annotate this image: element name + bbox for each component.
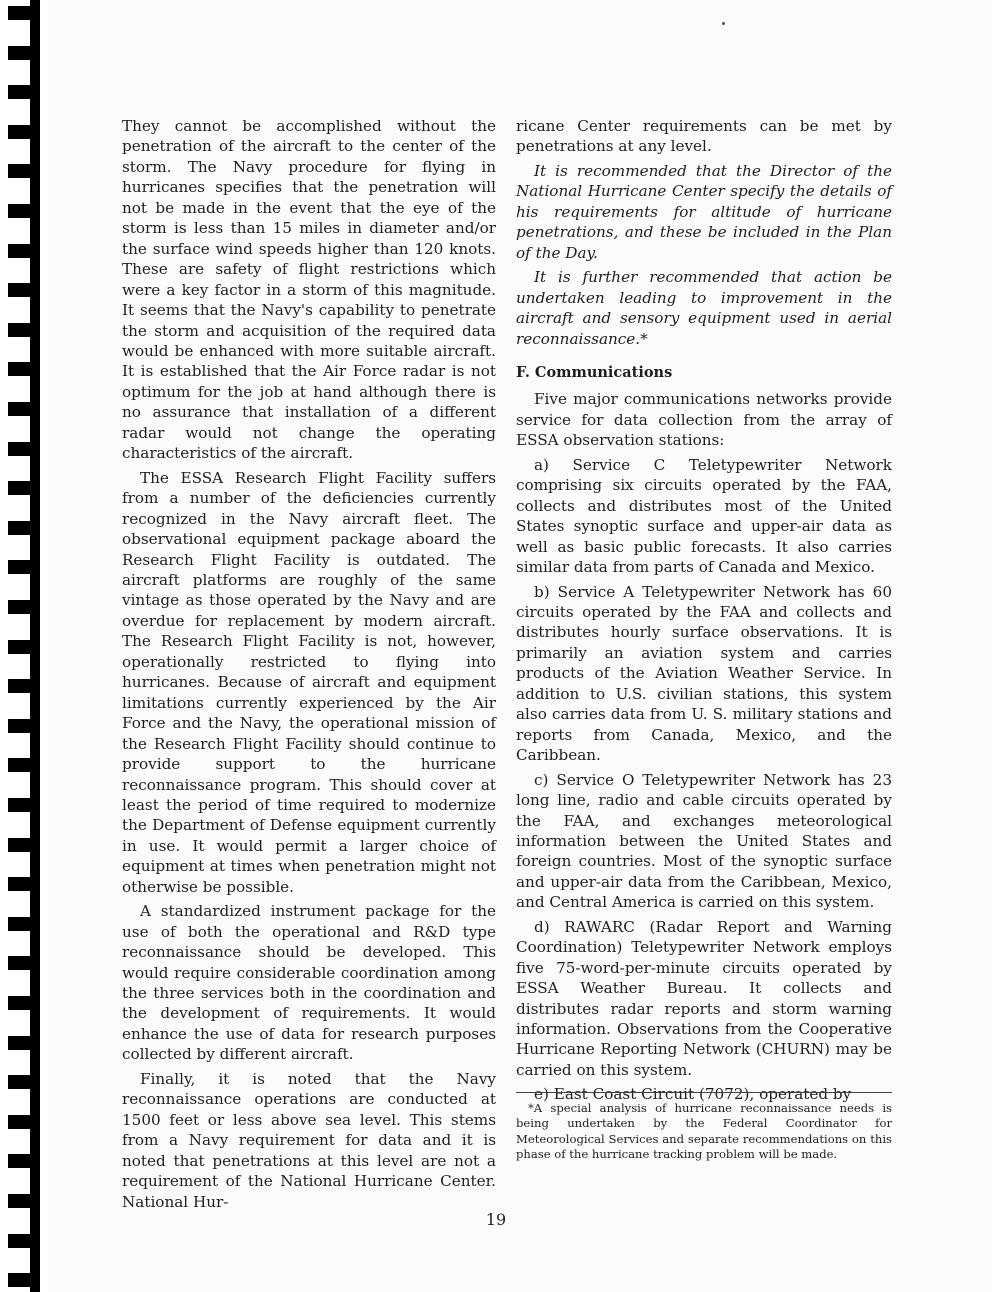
footnote-text: *A special analysis of hurricane reconnaissance needs is being undertaken by the Federal Coordinator for Meteorological Services and separate recommendations on this phase of the hurricane tracking problem will be made.	[516, 1101, 892, 1162]
item-a: a) Service C Teletypewriter Network comprising six circuits operated by the FAA, collects and distributes most of the United States synoptic surface and upper-air data as well as basic public forecasts. It also carries similar data from parts of Canada and Mexico.	[516, 455, 892, 577]
binding-hole	[8, 758, 40, 772]
binding-hole	[8, 481, 40, 495]
binding-hole	[8, 719, 40, 733]
communications-intro: Five major communications networks provide service for data collection from the array of ESSA observation stations:	[516, 390, 892, 450]
left-paragraph-4: Finally, it is noted that the Navy reconnaissance operations are conducted at 1500 feet or less above sea level. This stems from a Navy requirement for data and it is noted that penetrations at this level are not a requirement of the National Hurricane Center. National Hur-	[122, 1069, 496, 1211]
binding-hole	[8, 1194, 40, 1208]
binding-hole	[8, 1154, 40, 1168]
left-paragraph-1: They cannot be accomplished without the penetration of the aircraft to the center of the storm. The Navy procedure for flying in hurricanes specifies that the penetration will not be made in the event that the eye of the storm is less than 15 miles in diameter and/or the surface wind speeds higher than 120 knots. These are safety of flight restrictions which were a key factor in a storm of this magnitude. It seems that the Navy's capability to penetrate the storm and acquisition of the required data would be enhanced with more suitable aircraft. It is established that the Air Force radar is not optimum for the job at hand although there is no assurance that installation of a different radar would not change the operating characteristics of the aircraft.	[122, 117, 496, 463]
binding-hole	[8, 402, 40, 416]
item-b: b) Service A Teletypewriter Network has 60 circuits operated by the FAA and collects and distributes hourly surface observations. It is primarily an aviation system and carries products of the Aviation Weather Service. In addition to U.S. civilian stations, this system also carries data from U. S. military stations and reports from Canada, Mexico, and the Caribbean.	[516, 582, 892, 765]
binding-hole	[8, 1273, 40, 1287]
binding-hole	[8, 877, 40, 891]
left-paragraph-3: A standardized instrument package for the use of both the operational and R&D type reconnaissance should be developed. This would require considerable coordination among the three services both in the coordination and the development of requirements. It would enhance the use of data for research purposes collected by different aircraft.	[122, 902, 496, 1064]
item-c: c) Service O Teletypewriter Network has 23 long line, radio and cable circuits operated by the FAA, and exchanges meteorological information between the United States and foreign countries. Most of the synoptic surface and upper-air data from the Caribbean, Mexico, and Central America is carried on this system.	[516, 770, 892, 912]
binding-hole	[8, 362, 40, 376]
binding-hole	[8, 164, 40, 178]
section-heading: F. Communications	[516, 363, 673, 381]
binding-hole	[8, 85, 40, 99]
page-number: 19	[485, 1210, 507, 1229]
right-paragraph-1: ricane Center requirements can be met by penetrations at any level.	[516, 117, 892, 156]
binding-hole	[8, 1115, 40, 1129]
item-e: e) East Coast Circuit (7072), operated by	[534, 1085, 852, 1104]
binding-hole	[8, 996, 40, 1010]
footnote	[516, 1092, 892, 1163]
recommendation-1: It is recommended that the Director of the National Hurricane Center specify the details of his requirements for altitude of hurricane penetrations, and these be included in the Plan of the Day.	[516, 161, 892, 262]
binding-hole	[8, 204, 40, 218]
binding-hole	[8, 442, 40, 456]
item-d: d) RAWARC (Radar Report and Warning Coordination) Teletypewriter Network employs five 75-word-per-minute circuits operated by ESSA Weather Bureau. It collects and distributes radar reports and storm warning information. Observations from the Cooperative Hurricane Reporting Network (CHURN) may be carried on this system.	[516, 917, 892, 1079]
binding-hole	[8, 1234, 40, 1248]
binding-hole	[8, 838, 40, 852]
speck	[722, 22, 725, 25]
binding-hole	[8, 283, 40, 297]
binding-hole	[8, 956, 40, 970]
binding-hole	[8, 917, 40, 931]
binding-hole	[8, 560, 40, 574]
binding-hole	[8, 600, 40, 614]
binding-hole	[8, 679, 40, 693]
binding-hole	[8, 46, 40, 60]
binding-hole	[8, 640, 40, 654]
binding-hole	[8, 521, 40, 535]
binding-hole	[8, 244, 40, 258]
binding-hole	[8, 798, 40, 812]
left-column	[122, 116, 496, 1212]
spiral-binding	[0, 0, 48, 1292]
binding-hole	[8, 1036, 40, 1050]
binding-hole	[8, 323, 40, 337]
right-column	[516, 116, 892, 1105]
recommendation-2: It is further recommended that action be undertaken leading to improvement in the aircraft and sensory equipment used in aerial reconnaissance.*	[516, 268, 892, 348]
binding-hole	[8, 125, 40, 139]
binding-hole	[8, 6, 40, 20]
left-paragraph-2: The ESSA Research Flight Facility suffers from a number of the deficiencies currently recognized in the Navy aircraft fleet. The observational equipment package aboard the Research Flight Facility is outdated. The aircraft platforms are roughly of the same vintage as those operated by the Navy and are overdue for replacement by modern aircraft. The Research Flight Facility is not, however, operationally restricted to flying into hurricanes. Because of aircraft and equipment limitations currently experienced by the Air Force and the Navy, the operational mission of the Research Flight Facility should continue to provide support to the hurricane reconnaissance program. This should cover at least the period of time required to modernize the Department of Defense equipment currently in use. It would permit a larger choice of equipment at times when penetration might not otherwise be possible.	[122, 468, 496, 896]
binding-hole	[8, 1075, 40, 1089]
